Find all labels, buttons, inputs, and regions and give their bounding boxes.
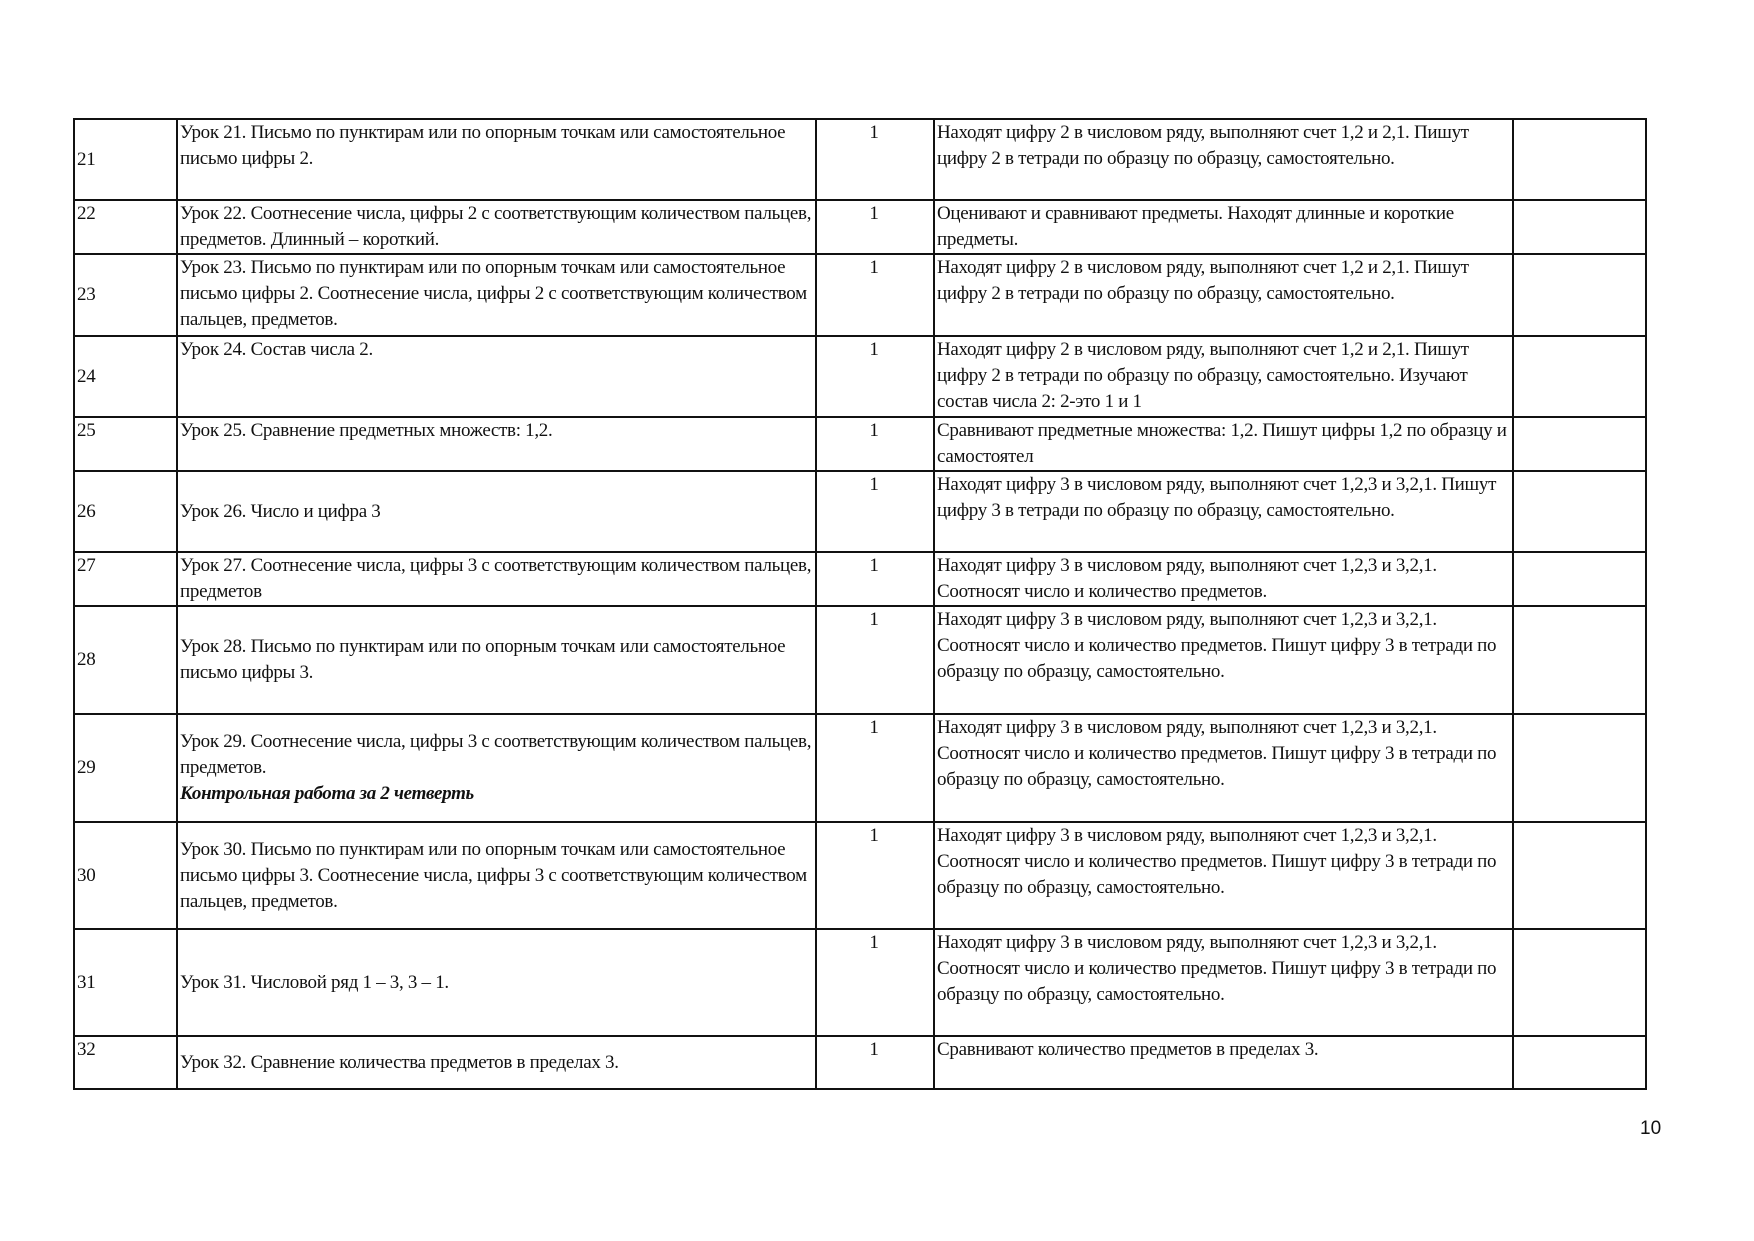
- topic-text: Урок 32. Сравнение количества предметов в пределах 3.: [180, 1051, 619, 1073]
- empty-cell: [1513, 254, 1646, 336]
- table-row: [74, 417, 1646, 471]
- table-row: [74, 254, 1646, 336]
- page-number: 10: [1640, 1118, 1662, 1139]
- empty-cell: [1513, 552, 1646, 606]
- table-row: [74, 336, 1646, 417]
- lesson-hours: 1: [816, 119, 934, 200]
- lesson-number: 21: [74, 119, 177, 200]
- lesson-number: 25: [74, 417, 177, 471]
- empty-cell: [1513, 200, 1646, 254]
- lesson-hours: 1: [816, 254, 934, 336]
- lesson-topic: [177, 929, 816, 1036]
- lesson-hours: 1: [816, 1036, 934, 1089]
- lesson-hours: 1: [816, 929, 934, 1036]
- lesson-number: 23: [74, 254, 177, 336]
- lesson-hours: 1: [816, 471, 934, 552]
- topic-text: Урок 27. Соотнесение числа, цифры 3 с соответствующим количеством пальцев, предметов: [180, 555, 812, 602]
- table-row: [74, 1036, 1646, 1089]
- empty-cell: [1513, 417, 1646, 471]
- lesson-number: 27: [74, 552, 177, 606]
- lesson-hours: 1: [816, 714, 934, 822]
- table-row: [74, 119, 1646, 200]
- topic-text: Урок 22. Соотнесение числа, цифры 2 с соответствующим количеством пальцев, предметов. Длинный – короткий.: [180, 203, 812, 250]
- table-row: [74, 200, 1646, 254]
- lesson-activity: Находят цифру 3 в числовом ряду, выполняют счет 1,2,3 и 3,2,1. Соотносят число и количество предметов. Пишут цифру 3 в тетради по образцу по образцу, самостоятельно.: [934, 822, 1513, 929]
- lesson-hours: 1: [816, 336, 934, 417]
- lesson-activity: Находят цифру 2 в числовом ряду, выполняют счет 1,2 и 2,1. Пишут цифру 2 в тетради по образцу по образцу, самостоятельно. Изучают состав числа 2: 2-это 1 и 1: [934, 336, 1513, 417]
- lesson-topic: [177, 1036, 816, 1089]
- lesson-hours: 1: [816, 200, 934, 254]
- lesson-plan-table: [73, 118, 1647, 1090]
- topic-text: Урок 28. Письмо по пунктирам или по опорным точкам или самостоятельное письмо цифры 3.: [180, 636, 786, 683]
- lesson-activity: Сравнивают предметные множества: 1,2. Пишут цифры 1,2 по образцу и самостоятел: [934, 417, 1513, 471]
- lesson-topic: [177, 714, 816, 822]
- lesson-topic: [177, 254, 816, 336]
- lesson-activity: Находят цифру 2 в числовом ряду, выполняют счет 1,2 и 2,1. Пишут цифру 2 в тетради по образцу по образцу, самостоятельно.: [934, 119, 1513, 200]
- lesson-number: 30: [74, 822, 177, 929]
- table-row: [74, 822, 1646, 929]
- lesson-topic: [177, 417, 816, 471]
- lesson-topic: [177, 552, 816, 606]
- lesson-activity: Сравнивают количество предметов в пределах 3.: [934, 1036, 1513, 1089]
- empty-cell: [1513, 714, 1646, 822]
- lesson-hours: 1: [816, 822, 934, 929]
- empty-cell: [1513, 471, 1646, 552]
- topic-text: Урок 24. Состав числа 2.: [180, 339, 373, 360]
- topic-text: Урок 21. Письмо по пунктирам или по опорным точкам или самостоятельное письмо цифры 2.: [180, 122, 786, 169]
- empty-cell: [1513, 119, 1646, 200]
- lesson-number: 24: [74, 336, 177, 417]
- lesson-topic: [177, 606, 816, 714]
- topic-note: Контрольная работа за 2 четверть: [180, 783, 474, 804]
- lesson-hours: 1: [816, 552, 934, 606]
- lesson-number: 28: [74, 606, 177, 714]
- lesson-number: 31: [74, 929, 177, 1036]
- table-row: [74, 471, 1646, 552]
- lesson-topic: [177, 119, 816, 200]
- lesson-number: 32: [74, 1036, 177, 1089]
- table-row: [74, 552, 1646, 606]
- lesson-topic: [177, 471, 816, 552]
- table-row: [74, 606, 1646, 714]
- topic-text: Урок 29. Соотнесение числа, цифры 3 с соответствующим количеством пальцев, предметов.: [180, 731, 812, 778]
- topic-text: Урок 25. Сравнение предметных множеств: 1,2.: [180, 420, 553, 441]
- lesson-number: 26: [74, 471, 177, 552]
- lesson-activity: Находят цифру 3 в числовом ряду, выполняют счет 1,2,3 и 3,2,1. Соотносят число и количество предметов. Пишут цифру 3 в тетради по образцу по образцу, самостоятельно.: [934, 606, 1513, 714]
- topic-text: Урок 31. Числовой ряд 1 – 3, 3 – 1.: [180, 971, 449, 993]
- lesson-activity: Находят цифру 3 в числовом ряду, выполняют счет 1,2,3 и 3,2,1. Соотносят число и количество предметов. Пишут цифру 3 в тетради по образцу по образцу, самостоятельно.: [934, 929, 1513, 1036]
- lesson-number: 22: [74, 200, 177, 254]
- lesson-hours: 1: [816, 606, 934, 714]
- empty-cell: [1513, 336, 1646, 417]
- table-row: [74, 929, 1646, 1036]
- topic-text: Урок 23. Письмо по пунктирам или по опорным точкам или самостоятельное письмо цифры 2. Соотнесение числа, цифры 2 с соответствующим количеством пальцев, предметов.: [180, 257, 807, 330]
- lesson-number: 29: [74, 714, 177, 822]
- lesson-activity: Находят цифру 3 в числовом ряду, выполняют счет 1,2,3 и 3,2,1. Соотносят число и количество предметов. Пишут цифру 3 в тетради по образцу по образцу, самостоятельно.: [934, 714, 1513, 822]
- lesson-topic: [177, 336, 816, 417]
- empty-cell: [1513, 929, 1646, 1036]
- lesson-activity: Оценивают и сравнивают предметы. Находят длинные и короткие предметы.: [934, 200, 1513, 254]
- lesson-hours: 1: [816, 417, 934, 471]
- lesson-activity: Находят цифру 2 в числовом ряду, выполняют счет 1,2 и 2,1. Пишут цифру 2 в тетради по образцу по образцу, самостоятельно.: [934, 254, 1513, 336]
- empty-cell: [1513, 1036, 1646, 1089]
- lesson-topic: [177, 822, 816, 929]
- topic-text: Урок 26. Число и цифра 3: [180, 500, 381, 522]
- table-row: [74, 714, 1646, 822]
- lesson-activity: Находят цифру 3 в числовом ряду, выполняют счет 1,2,3 и 3,2,1. Соотносят число и количество предметов.: [934, 552, 1513, 606]
- topic-text: Урок 30. Письмо по пунктирам или по опорным точкам или самостоятельное письмо цифры 3. Соотнесение числа, цифры 3 с соответствующим количеством пальцев, предметов.: [180, 838, 807, 912]
- empty-cell: [1513, 822, 1646, 929]
- lesson-topic: [177, 200, 816, 254]
- empty-cell: [1513, 606, 1646, 714]
- lesson-activity: Находят цифру 3 в числовом ряду, выполняют счет 1,2,3 и 3,2,1. Пишут цифру 3 в тетради по образцу по образцу, самостоятельно.: [934, 471, 1513, 552]
